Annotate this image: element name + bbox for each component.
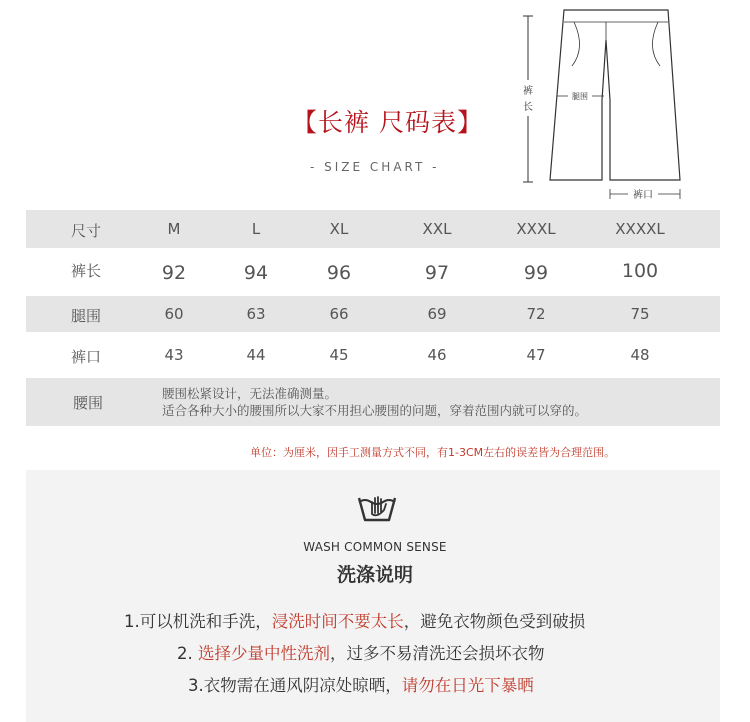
- wash-line2-highlight: 选择少量中性洗剂: [198, 644, 330, 663]
- row-label: 腰围: [72, 394, 104, 412]
- header-cell: XXXXL: [615, 220, 665, 238]
- hem-label: 裤口: [633, 190, 653, 200]
- row-label: 裤长: [70, 262, 102, 280]
- size-chart-subtitle: - SIZE CHART -: [310, 160, 440, 174]
- table-cell: 60: [164, 305, 184, 323]
- wash-line2-c: ，过多不易清洗还会损坏衣物: [330, 644, 545, 663]
- table-cell: 63: [246, 305, 266, 323]
- waist-note-2: 适合各种大小的腰围所以大家不用担心腰围的问题，穿着范围内就可以穿的。: [162, 403, 588, 418]
- table-cell: 97: [424, 262, 450, 284]
- wash-instruction-2: [177, 640, 545, 664]
- table-cell: 92: [161, 262, 187, 284]
- wash-line1-highlight: 浸洗时间不要太长: [271, 612, 404, 631]
- hand-wash-icon: [355, 482, 399, 526]
- length-label-2: 长: [523, 102, 533, 113]
- length-label-1: 裤: [523, 86, 533, 97]
- table-cell: 96: [326, 262, 352, 284]
- unit-note: 单位：为厘米，因手工测量方式不同，有1-3CM左右的误差皆为合理范围。: [250, 446, 616, 459]
- wash-line1-c: ，避免衣物颜色受到破损: [403, 612, 586, 631]
- table-row: [26, 252, 720, 292]
- wash-title-cn: 洗涤说明: [336, 564, 413, 586]
- row-label: 腿围: [70, 307, 102, 325]
- table-cell: 48: [630, 346, 650, 364]
- table-cell: 44: [246, 346, 266, 364]
- header-cell: 尺寸: [70, 222, 102, 240]
- table-row: [26, 296, 720, 332]
- header-cell: XXXL: [516, 220, 556, 238]
- table-cell: 94: [243, 262, 269, 284]
- thigh-label: 腿围: [572, 92, 588, 101]
- wash-line2-a: 2.: [177, 644, 198, 663]
- waist-row: [26, 378, 720, 426]
- pants-diagram: [500, 0, 700, 200]
- table-cell: 69: [427, 305, 447, 323]
- table-cell: 43: [164, 346, 184, 364]
- wash-line3-a: 3.衣物需在通风阴凉处晾晒，: [188, 676, 402, 695]
- wash-instruction-3: [188, 672, 534, 696]
- table-cell: 66: [329, 305, 349, 323]
- table-cell: 47: [526, 346, 546, 364]
- table-cell: 45: [329, 346, 349, 364]
- table-cell: 99: [523, 262, 549, 284]
- waist-note-1: 腰围松紧设计，无法准确测量。: [162, 386, 338, 401]
- table-cell: 46: [427, 346, 447, 364]
- wash-instruction-1: [124, 608, 585, 632]
- header-cell: M: [167, 220, 181, 238]
- table-cell: 100: [621, 260, 659, 282]
- wash-title-en: WASH COMMON SENSE: [303, 540, 447, 554]
- header-cell: XL: [329, 220, 349, 238]
- table-cell: 72: [526, 305, 546, 323]
- wash-line3-highlight: 请勿在日光下暴晒: [401, 676, 534, 695]
- page-title: 【长裤 尺码表】: [292, 108, 483, 137]
- table-row: [26, 336, 720, 374]
- table-header-row: [26, 210, 720, 248]
- header-cell: XXL: [422, 220, 452, 238]
- header-cell: L: [251, 220, 261, 238]
- table-cell: 75: [630, 305, 650, 323]
- wash-line1-a: 1.可以机洗和手洗，: [124, 612, 272, 631]
- row-label: 裤口: [70, 348, 102, 366]
